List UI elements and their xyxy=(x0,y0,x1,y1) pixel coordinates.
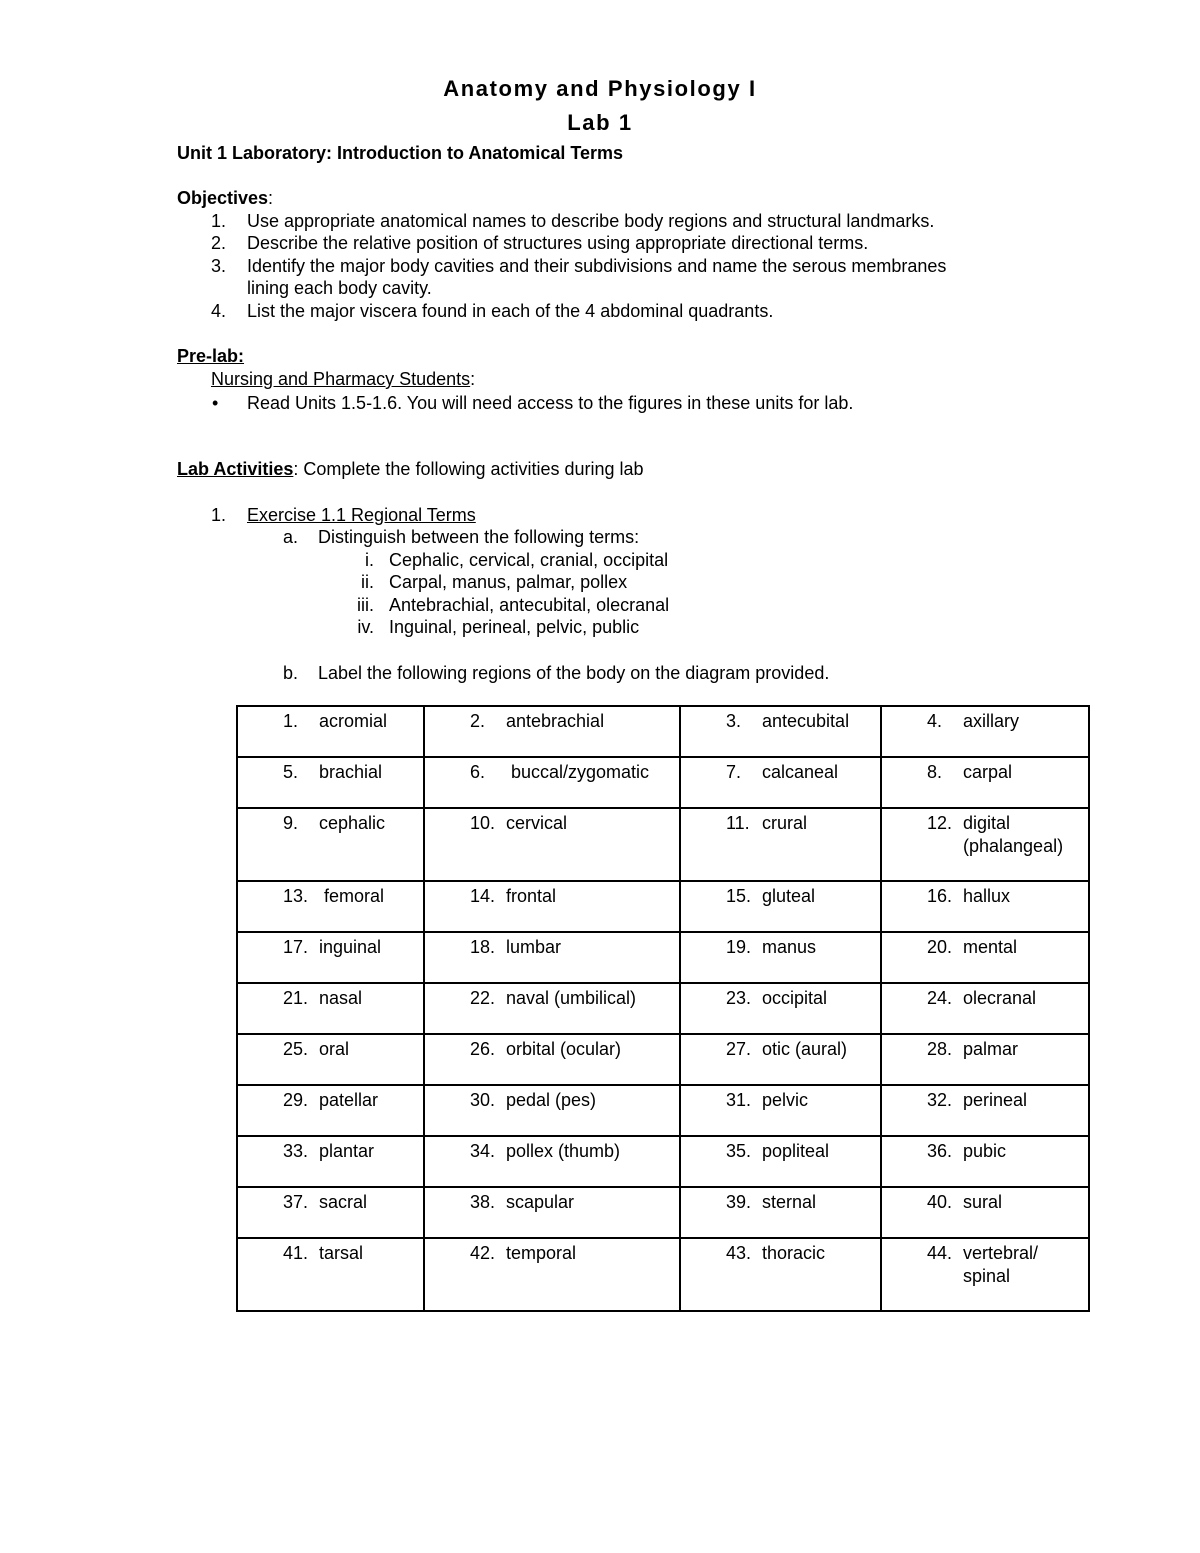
term-label xyxy=(963,1038,1018,1061)
term-label xyxy=(506,812,567,835)
prelab-audience xyxy=(211,369,475,390)
term-text: pubic xyxy=(963,1141,1007,1161)
term-label xyxy=(506,761,649,784)
term-text: tarsal xyxy=(319,1243,364,1263)
term-number: 8. xyxy=(927,762,943,782)
term-label xyxy=(506,885,556,908)
term-text: naval (umbilical) xyxy=(506,988,637,1008)
term-cell xyxy=(424,1238,680,1311)
term-cell xyxy=(680,983,881,1034)
term-label xyxy=(762,761,838,784)
objective-text: List the major viscera found in each of the 4 abdominal quadrants. xyxy=(247,301,774,321)
term-cell xyxy=(237,1034,424,1085)
term-number: 11. xyxy=(726,813,750,833)
term-number: 31. xyxy=(726,1090,752,1110)
sub-item-text: Carpal, manus, palmar, pollex xyxy=(389,572,628,592)
term-label xyxy=(506,1038,621,1061)
term-label xyxy=(963,1140,1006,1163)
term-text: popliteal xyxy=(762,1141,830,1161)
term-text-continued: spinal xyxy=(963,1266,1011,1286)
table-row xyxy=(237,1136,1089,1187)
term-number: 44. xyxy=(927,1243,953,1263)
term-cell xyxy=(424,1034,680,1085)
term-number: 38. xyxy=(470,1192,496,1212)
term-cell xyxy=(680,1085,881,1136)
term-number: 40. xyxy=(927,1192,953,1212)
objective-text: Identify the major body cavities and their subdivisions and name the serous membranes xyxy=(247,256,947,276)
term-text: lumbar xyxy=(506,937,562,957)
activities-line xyxy=(177,459,644,480)
term-text: oral xyxy=(319,1039,350,1059)
term-number: 43. xyxy=(726,1243,752,1263)
term-label xyxy=(506,1242,576,1265)
objective-number: 2. xyxy=(211,233,227,253)
objectives-label: Objectives xyxy=(177,188,269,208)
term-number: 26. xyxy=(470,1039,496,1059)
objective-text: Use appropriate anatomical names to describe body regions and structural landmarks. xyxy=(247,211,935,231)
term-number: 23. xyxy=(726,988,752,1008)
term-number: 17. xyxy=(283,937,309,957)
term-text: acromial xyxy=(319,711,388,731)
term-cell xyxy=(237,983,424,1034)
term-text: manus xyxy=(762,937,817,957)
term-text: sural xyxy=(963,1192,1003,1212)
term-number: 19. xyxy=(726,937,752,957)
term-cell xyxy=(237,757,424,808)
term-cell xyxy=(424,932,680,983)
term-text: cervical xyxy=(506,813,568,833)
term-number: 15. xyxy=(726,886,752,906)
term-cell xyxy=(680,1187,881,1238)
term-label xyxy=(319,1038,349,1061)
term-label xyxy=(319,987,362,1010)
objective-number: 1. xyxy=(211,211,227,231)
term-number: 42. xyxy=(470,1243,496,1263)
term-label xyxy=(762,710,849,733)
term-cell xyxy=(680,881,881,932)
sub-item-number: i. xyxy=(365,550,374,570)
term-number: 1. xyxy=(283,711,299,731)
term-number: 25. xyxy=(283,1039,309,1059)
term-label xyxy=(762,1140,829,1163)
term-text: digital xyxy=(963,813,1011,833)
table-row xyxy=(237,757,1089,808)
term-number: 37. xyxy=(283,1192,309,1212)
term-text: carpal xyxy=(963,762,1013,782)
term-label xyxy=(319,885,384,908)
term-label xyxy=(963,710,1019,733)
term-number: 21. xyxy=(283,988,309,1008)
term-cell xyxy=(881,881,1089,932)
term-label xyxy=(319,1242,363,1265)
table-row xyxy=(237,706,1089,757)
term-number: 12. xyxy=(927,813,953,833)
term-cell xyxy=(424,1187,680,1238)
term-label xyxy=(506,710,604,733)
table-row xyxy=(237,983,1089,1034)
page-title: Anatomy and Physiology I xyxy=(443,76,757,101)
term-label xyxy=(762,812,807,835)
step-text: Distinguish between the following terms: xyxy=(318,527,640,547)
term-cell xyxy=(680,1034,881,1085)
term-cell xyxy=(881,932,1089,983)
term-text: plantar xyxy=(319,1141,375,1161)
sub-item-number: iv. xyxy=(357,617,374,637)
term-number: 41. xyxy=(283,1243,309,1263)
term-cell xyxy=(881,983,1089,1034)
term-number: 7. xyxy=(726,762,742,782)
term-label xyxy=(963,936,1017,959)
term-label xyxy=(762,987,827,1010)
term-cell xyxy=(237,1085,424,1136)
term-text: sternal xyxy=(762,1192,817,1212)
sub-item-number: ii. xyxy=(361,572,374,592)
exercise-title: Exercise 1.1 Regional Terms xyxy=(247,505,476,525)
term-text: brachial xyxy=(319,762,383,782)
objective-number: 4. xyxy=(211,301,227,321)
term-cell xyxy=(881,1085,1089,1136)
table-row xyxy=(237,1187,1089,1238)
term-label xyxy=(963,1089,1027,1112)
term-cell xyxy=(881,1187,1089,1238)
term-label xyxy=(762,1038,847,1061)
term-cell xyxy=(881,1238,1089,1311)
term-text: inguinal xyxy=(319,937,382,957)
term-text: palmar xyxy=(963,1039,1019,1059)
term-cell xyxy=(680,1136,881,1187)
term-label xyxy=(506,1191,574,1214)
term-text: mental xyxy=(963,937,1018,957)
term-text: frontal xyxy=(506,886,557,906)
term-number: 18. xyxy=(470,937,496,957)
step-text: Label the following regions of the body on the diagram provided. xyxy=(318,663,830,683)
term-number: 29. xyxy=(283,1090,309,1110)
term-text: hallux xyxy=(963,886,1011,906)
term-label xyxy=(762,1191,816,1214)
term-text: calcaneal xyxy=(762,762,839,782)
term-number: 28. xyxy=(927,1039,953,1059)
term-cell xyxy=(237,1136,424,1187)
term-label xyxy=(963,761,1012,784)
term-number: 9. xyxy=(283,813,299,833)
sub-item-text: Antebrachial, antecubital, olecranal xyxy=(389,595,670,615)
objectives-colon: : xyxy=(268,188,274,208)
term-cell xyxy=(237,1187,424,1238)
term-label xyxy=(319,761,382,784)
term-number: 27. xyxy=(726,1039,752,1059)
term-text: patellar xyxy=(319,1090,379,1110)
exercise-number: 1. xyxy=(211,505,227,525)
term-text-continued: (phalangeal) xyxy=(963,836,1064,856)
term-label xyxy=(963,1191,1002,1214)
term-cell xyxy=(424,881,680,932)
unit-heading: Unit 1 Laboratory: Introduction to Anatomical Terms xyxy=(177,143,624,163)
term-cell xyxy=(680,706,881,757)
term-text: gluteal xyxy=(762,886,816,906)
term-cell xyxy=(881,1136,1089,1187)
term-number: 32. xyxy=(927,1090,953,1110)
term-text: femoral xyxy=(319,886,385,906)
prelab-audience-label: Nursing and Pharmacy Students xyxy=(211,369,471,389)
term-text: thoracic xyxy=(762,1243,826,1263)
term-text: otic (aural) xyxy=(762,1039,848,1059)
table-row xyxy=(237,808,1089,881)
regional-terms-table xyxy=(236,705,1090,1312)
table-row xyxy=(237,1085,1089,1136)
term-text: vertebral/ xyxy=(963,1243,1039,1263)
table-row xyxy=(237,1034,1089,1085)
term-text: axillary xyxy=(963,711,1020,731)
step-label: b. xyxy=(283,663,299,683)
prelab-audience-colon: : xyxy=(470,369,476,389)
objectives-heading xyxy=(177,188,273,209)
term-text: pollex (thumb) xyxy=(506,1141,621,1161)
table-row xyxy=(237,932,1089,983)
term-number: 24. xyxy=(927,988,953,1008)
sub-item-text: Cephalic, cervical, cranial, occipital xyxy=(389,550,669,570)
term-label xyxy=(506,1140,620,1163)
term-number: 35. xyxy=(726,1141,752,1161)
table-row xyxy=(237,881,1089,932)
terms-table-body xyxy=(237,706,1089,1311)
prelab-heading: Pre-lab: xyxy=(177,346,245,366)
term-number: 3. xyxy=(726,711,742,731)
term-label xyxy=(963,1242,1038,1288)
term-cell xyxy=(680,932,881,983)
term-label xyxy=(963,987,1036,1010)
term-text: cephalic xyxy=(319,813,386,833)
objective-text: Describe the relative position of structures using appropriate directional terms. xyxy=(247,233,869,253)
term-number: 20. xyxy=(927,937,953,957)
term-cell xyxy=(237,1238,424,1311)
term-text: antebrachial xyxy=(506,711,605,731)
term-cell xyxy=(424,757,680,808)
term-text: scapular xyxy=(506,1192,575,1212)
term-number: 22. xyxy=(470,988,496,1008)
term-cell xyxy=(881,1034,1089,1085)
term-cell xyxy=(237,706,424,757)
term-number: 30. xyxy=(470,1090,496,1110)
term-text: antecubital xyxy=(762,711,850,731)
term-label xyxy=(762,885,815,908)
term-label xyxy=(506,987,636,1010)
activities-text: : Complete the following activities during lab xyxy=(293,459,644,479)
term-label xyxy=(319,1191,367,1214)
term-cell xyxy=(424,983,680,1034)
term-cell xyxy=(424,1136,680,1187)
prelab-item: Read Units 1.5-1.6. You will need access to the figures in these units for lab. xyxy=(247,393,854,413)
term-number: 14. xyxy=(470,886,496,906)
term-number: 6. xyxy=(470,762,486,782)
term-cell xyxy=(680,757,881,808)
term-text: perineal xyxy=(963,1090,1028,1110)
term-label xyxy=(762,1089,808,1112)
term-text: crural xyxy=(762,813,808,833)
term-text: nasal xyxy=(319,988,363,1008)
term-text: olecranal xyxy=(963,988,1037,1008)
term-cell xyxy=(881,706,1089,757)
term-cell xyxy=(424,808,680,881)
objective-text-continued: lining each body cavity. xyxy=(247,278,432,298)
term-cell xyxy=(237,881,424,932)
term-text: occipital xyxy=(762,988,828,1008)
term-text: temporal xyxy=(506,1243,577,1263)
lab-number: Lab 1 xyxy=(567,110,633,135)
term-number: 13. xyxy=(283,886,309,906)
objective-number: 3. xyxy=(211,256,227,276)
term-text: buccal/zygomatic xyxy=(506,762,650,782)
term-cell xyxy=(881,808,1089,881)
term-text: sacral xyxy=(319,1192,368,1212)
activities-heading: Lab Activities xyxy=(177,459,294,479)
objective-item xyxy=(211,211,226,232)
term-number: 5. xyxy=(283,762,299,782)
step-label: a. xyxy=(283,527,299,547)
term-label xyxy=(319,1089,378,1112)
term-label xyxy=(963,885,1010,908)
term-cell xyxy=(680,808,881,881)
term-cell xyxy=(881,757,1089,808)
term-cell xyxy=(424,1085,680,1136)
term-label xyxy=(963,812,1063,858)
term-cell xyxy=(237,808,424,881)
term-label xyxy=(319,812,385,835)
term-text: pedal (pes) xyxy=(506,1090,597,1110)
sub-item-text: Inguinal, perineal, pelvic, public xyxy=(389,617,640,637)
term-label xyxy=(319,936,381,959)
term-number: 2. xyxy=(470,711,486,731)
term-label xyxy=(506,936,561,959)
term-label xyxy=(762,1242,825,1265)
term-number: 34. xyxy=(470,1141,496,1161)
table-row xyxy=(237,1238,1089,1311)
sub-item-number: iii. xyxy=(357,595,374,615)
term-text: pelvic xyxy=(762,1090,809,1110)
term-cell xyxy=(680,1238,881,1311)
term-number: 16. xyxy=(927,886,953,906)
term-label xyxy=(319,1140,374,1163)
term-number: 36. xyxy=(927,1141,953,1161)
term-text: orbital (ocular) xyxy=(506,1039,622,1059)
term-number: 33. xyxy=(283,1141,309,1161)
term-label xyxy=(319,710,387,733)
term-number: 39. xyxy=(726,1192,752,1212)
term-cell xyxy=(424,706,680,757)
term-label xyxy=(506,1089,596,1112)
term-number: 4. xyxy=(927,711,943,731)
bullet-icon: • xyxy=(212,393,219,413)
term-cell xyxy=(237,932,424,983)
term-label xyxy=(762,936,816,959)
term-number: 10. xyxy=(470,813,496,833)
